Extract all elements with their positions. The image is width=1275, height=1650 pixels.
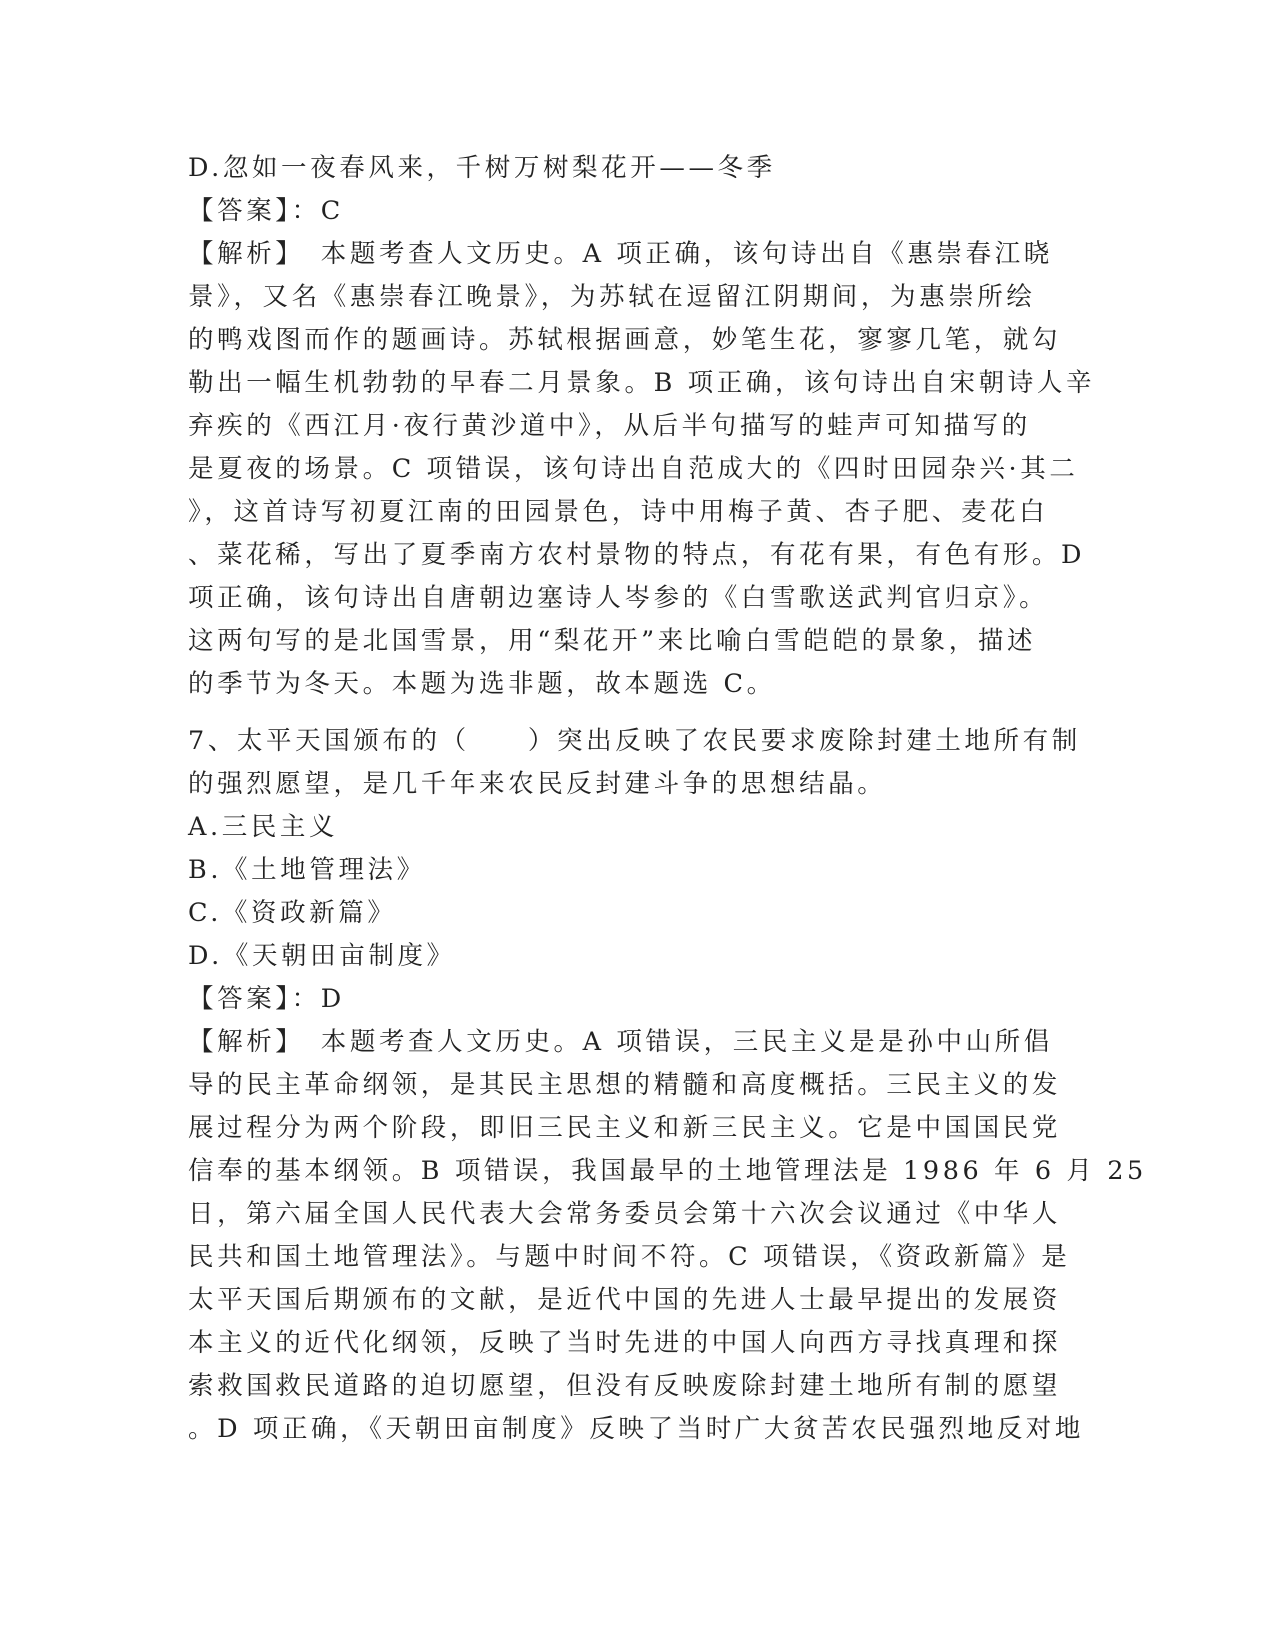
q7-analysis-line-7: 太平天国后期颁布的文献，是近代中国的先进人士最早提出的发展资: [188, 1285, 1062, 1315]
q7-analysis-line-5: 日，第六届全国人民代表大会常务委员会第十六次会议通过《中华人: [188, 1199, 1062, 1229]
q7-stem-line-2: 的强烈愿望，是几千年来农民反封建斗争的思想结晶。: [188, 769, 887, 799]
q6-analysis-line-4: 勒出一幅生机勃勃的早春二月景象。B 项正确，该句诗出自宋朝诗人辛: [188, 368, 1096, 398]
q7-option-d: D.《天朝田亩制度》: [188, 941, 456, 971]
q6-analysis-line-2: 景》，又名《惠崇春江晚景》，为苏轼在逗留江阴期间，为惠崇所绘: [188, 282, 1036, 312]
q6-analysis-line-10: 这两句写的是北国雪景，用“梨花开”来比喻白雪皑皑的景象，描述: [188, 626, 1037, 656]
q7-analysis-line-6: 民共和国土地管理法》。与题中时间不符。C 项错误，《资政新篇》是: [188, 1242, 1071, 1272]
q7-analysis-line-1: 【解析】 本题考查人文历史。A 项错误，三民主义是是孙中山所倡: [188, 1027, 1053, 1057]
q6-analysis-line-8: 、菜花稀，写出了夏季南方农村景物的特点，有花有果，有色有形。D: [188, 540, 1086, 570]
q7-analysis-line-2: 导的民主革命纲领，是其民主思想的精髓和高度概括。三民主义的发: [188, 1070, 1062, 1100]
q6-analysis-line-6: 是夏夜的场景。C 项错误，该句诗出自范成大的《四时田园杂兴·其二: [188, 454, 1079, 484]
q7-analysis-line-10: 。D 项正确，《天朝田亩制度》反映了当时广大贫苦农民强烈地反对地: [188, 1414, 1085, 1444]
q7-stem-line-1: 7、太平天国颁布的（ ）突出反映了农民要求废除封建土地所有制: [188, 726, 1081, 756]
q7-answer: 【答案】：D: [188, 984, 345, 1014]
q6-answer: 【答案】：C: [188, 196, 344, 226]
document-body: [188, 147, 1147, 1451]
q7-analysis-line-9: 索救国救民道路的迫切愿望，但没有反映废除封建土地所有制的愿望: [188, 1371, 1062, 1401]
q6-analysis-line-1: 【解析】 本题考查人文历史。A 项正确，该句诗出自《惠崇春江晓: [188, 239, 1053, 269]
q6-analysis-line-7: 》，这首诗写初夏江南的田园景色，诗中用梅子黄、杏子肥、麦花白: [188, 497, 1049, 527]
q6-analysis-line-9: 项正确，该句诗出自唐朝边塞诗人岑参的《白雪歌送武判官归京》。: [188, 583, 1049, 613]
q7-option-c: C.《资政新篇》: [188, 898, 397, 928]
question-spacer: [188, 706, 1088, 720]
q7-analysis-line-3: 展过程分为两个阶段，即旧三民主义和新三民主义。它是中国国民党: [188, 1113, 1062, 1143]
q6-analysis-line-5: 弃疾的《西江月·夜行黄沙道中》，从后半句描写的蛙声可知描写的: [188, 411, 1031, 441]
q7-analysis-line-8: 本主义的近代化纲领，反映了当时先进的中国人向西方寻找真理和探: [188, 1328, 1062, 1358]
q7-option-b: B.《土地管理法》: [188, 855, 426, 885]
q6-option-d: D.忽如一夜春风来，千树万树梨花开——冬季: [188, 153, 776, 183]
q6-analysis-line-11: 的季节为冬天。本题为选非题，故本题选 C。: [188, 669, 776, 699]
q7-option-a: A.三民主义: [188, 812, 339, 842]
q6-analysis-line-3: 的鸭戏图而作的题画诗。苏轼根据画意，妙笔生花，寥寥几笔，就勾: [188, 325, 1062, 355]
q7-analysis-line-4: 信奉的基本纲领。B 项错误，我国最早的土地管理法是 1986 年 6 月 25: [188, 1156, 1147, 1186]
